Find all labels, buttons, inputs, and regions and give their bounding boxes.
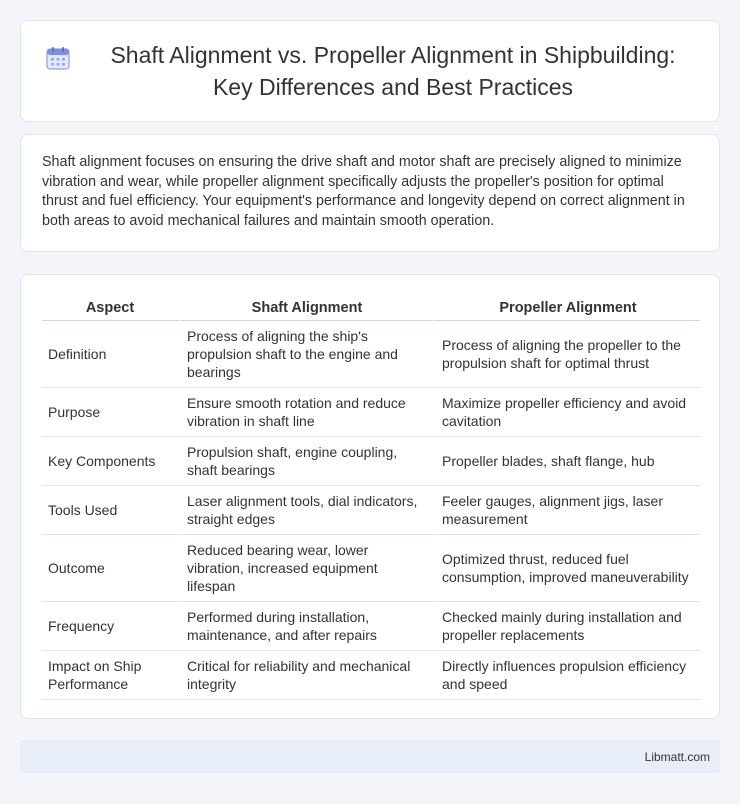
table-row — [42, 486, 700, 535]
propeller-cell: Checked mainly during installation and propeller replacements — [433, 602, 700, 651]
column-header-propeller-alignment: Propeller Alignment — [433, 295, 700, 321]
intro-paragraph: Shaft alignment focuses on ensuring the drive shaft and motor shaft are precisely aligned to minimize vibration and wear, while propeller alignment specifically adjusts the propeller's position for optimal thrust and fuel efficiency. Your equipment's performance and longevity depend on correct alignment in both areas to avoid mechanical failures and maintain smooth operation. — [42, 154, 685, 229]
shaft-cell: Propulsion shaft, engine coupling, shaft bearings — [178, 437, 433, 486]
column-header-shaft-alignment: Shaft Alignment — [178, 295, 433, 321]
propeller-cell: Propeller blades, shaft flange, hub — [433, 437, 700, 486]
shaft-cell: Performed during installation, maintenance, and after repairs — [178, 602, 433, 651]
propeller-cell: Process of aligning the propeller to the propulsion shaft for optimal thrust — [433, 321, 700, 388]
aspect-cell: Definition — [42, 321, 178, 388]
shaft-cell: Laser alignment tools, dial indicators, straight edges — [178, 486, 433, 535]
aspect-cell: Frequency — [42, 602, 178, 651]
table-row — [42, 321, 700, 388]
column-header-aspect: Aspect — [42, 295, 178, 321]
shaft-cell: Critical for reliability and mechanical integrity — [178, 651, 433, 700]
intro-card — [20, 134, 720, 252]
shaft-cell: Process of aligning the ship's propulsion shaft to the engine and bearings — [178, 321, 433, 388]
table-row — [42, 651, 700, 700]
page-title: Shaft Alignment vs. Propeller Alignment in Shipbuilding: Key Differences and Best Practices — [110, 42, 676, 100]
propeller-cell: Optimized thrust, reduced fuel consumption, improved maneuverability — [433, 535, 700, 602]
footer-bar — [20, 740, 720, 773]
aspect-cell: Impact on Ship Performance — [42, 651, 178, 700]
propeller-cell: Feeler gauges, alignment jigs, laser measurement — [433, 486, 700, 535]
footer-brand[interactable]: Libmatt.com — [644, 749, 710, 764]
aspect-cell: Purpose — [42, 388, 178, 437]
aspect-cell: Outcome — [42, 535, 178, 602]
shaft-cell: Ensure smooth rotation and reduce vibration in shaft line — [178, 388, 433, 437]
header-card — [20, 20, 720, 122]
shaft-cell: Reduced bearing wear, lower vibration, increased equipment lifespan — [178, 535, 433, 602]
table-row — [42, 388, 700, 437]
table-row — [42, 602, 700, 651]
comparison-table — [42, 295, 700, 700]
aspect-cell: Tools Used — [42, 486, 178, 535]
table-header-row — [42, 295, 700, 321]
table-row — [42, 437, 700, 486]
propeller-cell: Maximize propeller efficiency and avoid cavitation — [433, 388, 700, 437]
comparison-card — [20, 274, 720, 719]
aspect-cell: Key Components — [42, 437, 178, 486]
calendar-icon — [45, 45, 71, 71]
propeller-cell: Directly influences propulsion efficiency and speed — [433, 651, 700, 700]
table-row — [42, 535, 700, 602]
